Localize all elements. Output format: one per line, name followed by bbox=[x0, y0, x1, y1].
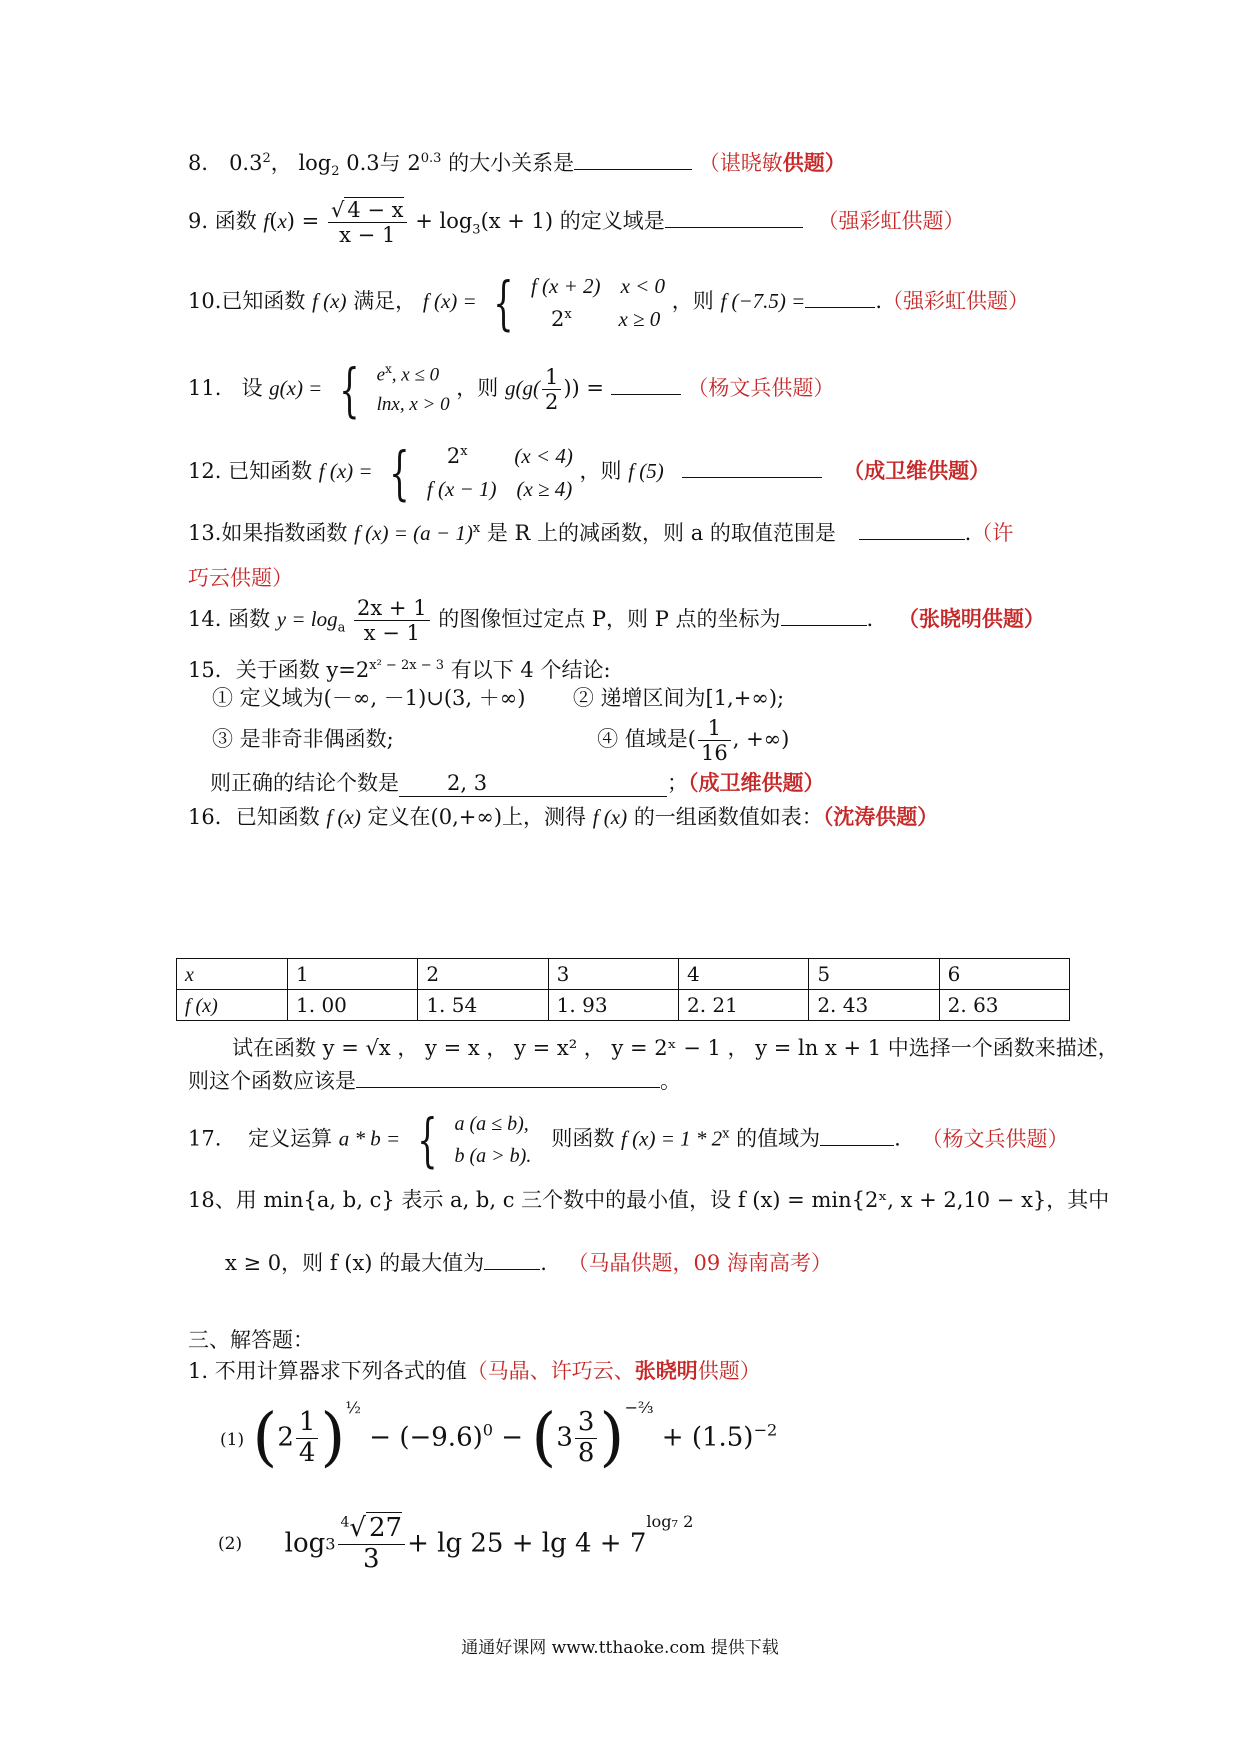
question-15-options-2: ③ 是非奇非偶函数; ④ 值域是( $\frac{1}{16}$ , +∞) bbox=[212, 716, 790, 766]
table-row: f (x) 1. 00 1. 54 1. 93 2. 21 2. 43 2. 63 bbox=[177, 990, 1070, 1021]
question-18-line-2: x ≥ 0，则 f (x) 的最大值为 . （马晶供题，09 海南高考） bbox=[225, 1250, 832, 1275]
answer-blank bbox=[682, 458, 822, 478]
answer-blank bbox=[574, 150, 692, 170]
section-3-question-1: 1. 不用计算器求下列各式的值（马晶、许巧云、张晓明供题） bbox=[188, 1358, 761, 1383]
answer-blank bbox=[356, 1068, 660, 1088]
question-12: 12. 已知函数 f (x) = { 2$^x$ (x < 4) f (x − 1) (x ≥ 4) ，则 f (5) （成卫维供题） bbox=[188, 438, 991, 507]
question-15-options-1: ① 定义域为(－∞, －1)∪(3, ＋∞) ② 递增区间为[1,+∞); bbox=[212, 686, 785, 710]
question-18: 18、用 min{a, b, c} 表示 a, b, c 三个数中的最小值，设 f (x) = min{2ˣ, x + 2,10 − x}，其中 bbox=[188, 1188, 1110, 1212]
section-3-title: 三、解答题： bbox=[188, 1328, 314, 1352]
fraction: $\frac{√ 4 - x}{x - 1}$ bbox=[328, 198, 407, 247]
question-15-answer: 则正确的结论个数是 2, 3 ；（成卫维供题） bbox=[210, 770, 825, 797]
expression-2: (2) log3 $\frac{^4√ 27}{3}$ + $\lg 25 + \lg 4 + 7^{log_7 2}$ bbox=[218, 1512, 694, 1574]
function-value-table bbox=[176, 958, 1070, 1021]
question-13-credit: 巧云供题） bbox=[188, 566, 293, 590]
question-16-line-3: 则这个函数应该是 。 bbox=[188, 1068, 681, 1093]
answer-blank bbox=[781, 606, 867, 626]
answer-blank bbox=[859, 520, 965, 540]
expression-1: (1) (2 $\frac{1}{4}$ )$^{\frac{1}{2}} - (-9.6)^0 - (3$ $\frac{3}{8}$ )$^{-\frac{2}{3}} + (1.5)^{-2}$ bbox=[220, 1398, 778, 1475]
question-14: 14. 函数 $y = \log_a$ $\frac{2x + 1}{x - 1}$ 的图像恒过定点 P，则 P 点的坐标为 . （张晓明供题） bbox=[188, 596, 1045, 646]
question-9: 9. 函数 f(x) = $\frac{√ 4 - x}{x - 1}$ + $\log_3(x + 1)$ 的定义域是 （强彩虹供题） bbox=[188, 198, 965, 248]
answer-blank bbox=[805, 288, 875, 308]
question-13: 13.如果指数函数 f $(x) = (a - 1)^x$ 是 R 上的减函数，则 a 的取值范围是 .（许 bbox=[188, 520, 1014, 545]
page-footer: 通通好课网 www.tthaoke.com 提供下载 bbox=[461, 1638, 779, 1658]
answer-blank bbox=[665, 208, 803, 228]
question-16-line-2: 试在函数 y = √x ， y = x ， y = x² ， y = 2ˣ − 1 ， y = ln x + 1 中选择一个函数来描述， bbox=[232, 1036, 1119, 1060]
question-17: 17. 定义运算 a * b = { a (a ≤ b), b (a > b). 则函数 f (x) = 1 * 2$^x$ 的值域为 . （杨文兵供题） bbox=[188, 1106, 1069, 1174]
table-row: x 1 2 3 4 5 6 bbox=[177, 959, 1070, 990]
question-11: 11. 设 g(x) = { $e^x$, x ≤ 0 lnx, x > 0 ，则 g(g( $\frac{1}{2}$ )) = （杨文兵供题） bbox=[188, 355, 835, 424]
answer-blank bbox=[820, 1126, 894, 1146]
answer-blank bbox=[611, 375, 681, 395]
question-10: 10.已知函数 f (x) 满足， f (x) = { f (x + 2) x < 0 2$^x$ x ≥ 0 ，则 f (−7.5) = .（强彩虹供题） bbox=[188, 268, 1030, 337]
question-15: 15．关于函数 $y=2^{x^2 - 2x - 3}$ 有以下 4 个结论: bbox=[188, 658, 611, 682]
answer-blank bbox=[484, 1250, 540, 1270]
question-8: 8． $0.3^2$， $\log_2 0.3$与 $2^{0.3}$ 的大小关系是 （谌晓敏供题） bbox=[188, 150, 846, 180]
question-16: 16．已知函数 f (x) 定义在(0,+∞)上，测得 f (x) 的一组函数值如表：（沈涛供题） bbox=[188, 804, 939, 829]
